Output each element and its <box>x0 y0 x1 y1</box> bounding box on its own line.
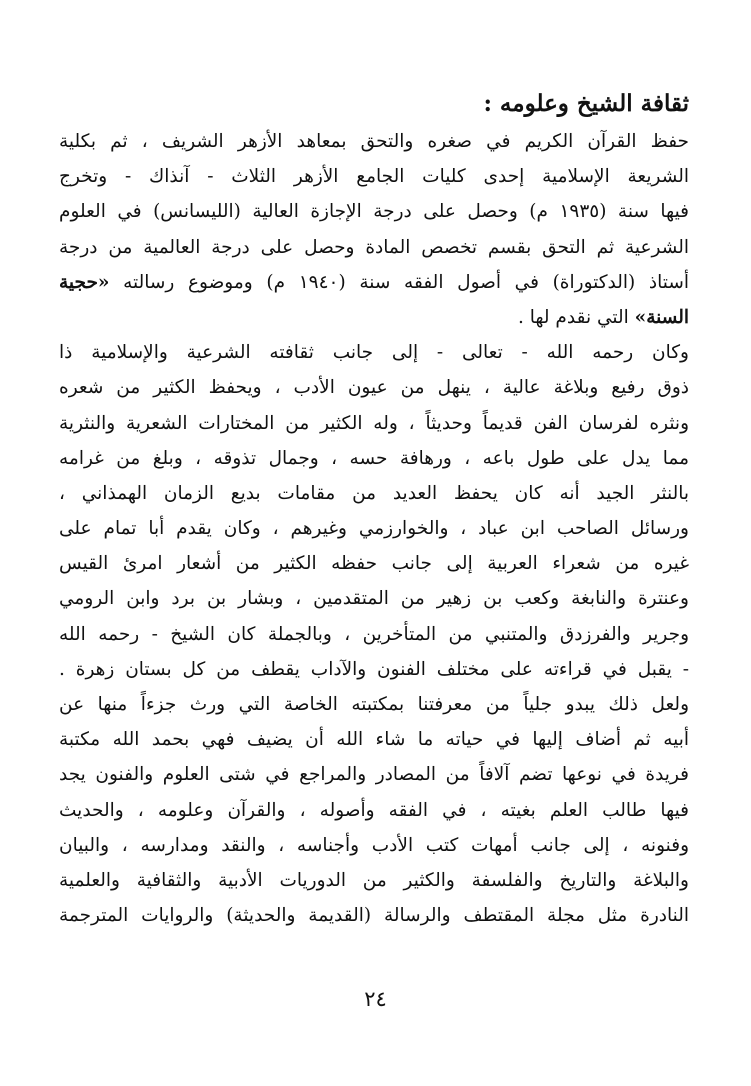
text-line: وعنترة والنابغة وكعب بن زهير من المتقدمين ، وبشار بن برد وابن الرومي <box>59 588 689 610</box>
text-line-content: التي نقدم لها . <box>517 306 629 328</box>
text-line: ولعل ذلك يبدو جلياً من معرفتنا بمكتبته الخاصة التي ورث جزءاً منها عن <box>59 694 689 715</box>
text-line: فيها سنة (١٩٣٥ م) وحصل على درجة الإجازة العالية (الليسانس) في العلوم <box>59 201 689 223</box>
text-line-content: أستاذ (الدكتوراة) في أصول الفقه سنة (١٩٤٠ م) وموضوع رسالته <box>123 271 689 293</box>
text-line <box>59 265 689 300</box>
text-line: وجرير والفرزدق والمتنبي من المتأخرين ، وبالجملة كان الشيخ - رحمه الله <box>59 623 689 645</box>
text-line: النادرة مثل مجلة المقتطف والرسالة (القديمة والحديثة) والروايات المترجمة <box>59 905 689 927</box>
text-line: ذوق رفيع وبلاغة عالية ، ينهل من عيون الأدب ، ويحفظ الكثير من شعره <box>59 377 689 399</box>
text-line: فريدة في نوعها تضم آلافاً من المصادر والمراجع في شتى العلوم والفنون يجد <box>59 764 689 786</box>
text-line: والبلاغة والتاريخ والفلسفة والكثير من الدوريات الأدبية والثقافية والعلمية <box>59 869 689 891</box>
thesis-title-end: السنة» <box>634 306 689 328</box>
body-text <box>59 124 689 933</box>
text-line: غيره من شعراء العربية إلى جانب حفظه الكثير من أشعار امرئ القيس <box>59 553 689 575</box>
text-line: أبيه ثم أضاف إليها في حياته ما شاء الله أن يضيف فهي بحمد الله مكتبة <box>59 729 689 751</box>
page-number: ٢٤ <box>364 987 387 1011</box>
text-line: مما يدل على طول باعه ، ورهافة حسه ، وجمال تذوقه ، وبلغ من غرامه <box>59 447 689 469</box>
text-line: وفنونه ، إلى جانب أمهات كتب الأدب وأجناسه ، والنقد ومدارسه ، والبيان <box>59 834 689 856</box>
section-heading: ثقافة الشيخ وعلومه : <box>483 90 689 117</box>
text-line: فيها طالب العلم بغيته ، في الفقه وأصوله ، والقرآن وعلومه ، والحديث <box>59 799 689 821</box>
text-line: - يقبل في قراءته على مختلف الفنون والآداب يقطف من كل بستان زهرة . <box>59 658 689 680</box>
text-line: حفظ القرآن الكريم في صغره والتحق بمعاهد الأزهر الشريف ، ثم بكلية <box>59 131 689 152</box>
text-line: وكان رحمه الله - تعالى - إلى جانب ثقافته الشرعية والإسلامية ذا <box>59 342 689 364</box>
text-line: بالنثر الجيد أنه كان يحفظ العديد من مقامات بديع الزمان الهمذاني ، <box>59 482 689 504</box>
text-line: ورسائل الصاحب ابن عباد ، والخوارزمي وغيرهم ، وكان يقدم أبا تمام على <box>59 518 689 540</box>
text-line: ونثره لفرسان الفن قديماً وحديثاً ، وله الكثير من المختارات الشعرية والنثرية <box>59 412 689 434</box>
text-line: الشريعة الإسلامية إحدى كليات الجامع الأزهر الثلاث - آنذاك - وتخرج <box>59 166 689 188</box>
text-line: الشرعية ثم التحق بقسم تخصص المادة وحصل على درجة العالمية من درجة <box>59 236 689 258</box>
thesis-title-start: «حجية <box>59 271 110 293</box>
text-line <box>59 300 689 335</box>
